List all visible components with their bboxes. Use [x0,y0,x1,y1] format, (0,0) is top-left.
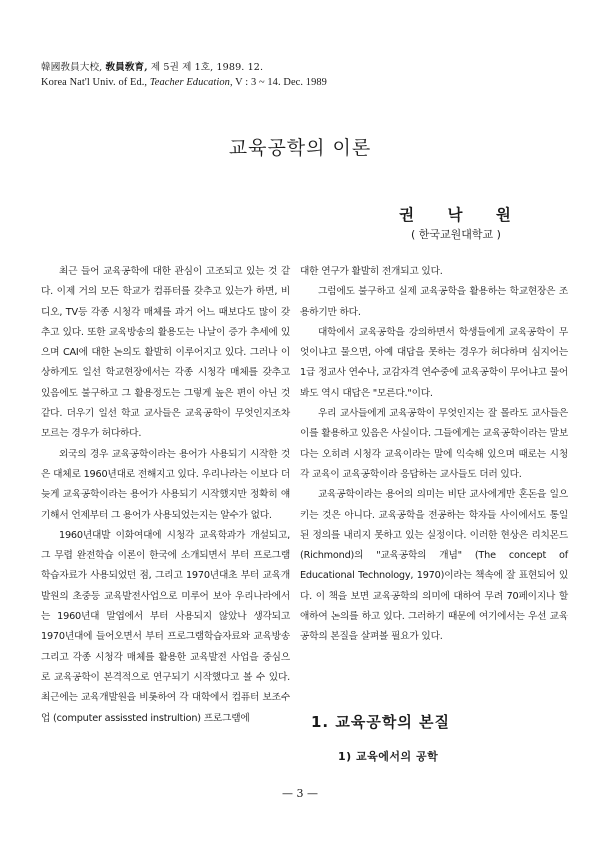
journal-header [41,60,561,90]
paragraph: 우리 교사들에게 교육공학이 무엇인지는 잘 몰라도 교사들은 이를 활용하고 있음은 사실이다. 그들에게는 교육공학이라는 말보다는 오히려 시청각 교육이라는 말에 익숙해 있으며 때로는 시청각 교육이 교육공학이라 응답하는 교사들도 더러 있다. [300,408,568,480]
journal-name-english: Teacher Education, [149,77,233,88]
paragraph: 대한 연구가 활발히 전개되고 있다. [300,266,443,277]
publisher-english: Korea Nat'l Univ. of Ed., [41,77,148,88]
author-affiliation: ( 한국교원대학교 ) [411,228,501,241]
paragraph: 교육공학이라는 용어의 의미는 비단 교사에게만 혼돈을 일으키는 것은 아니다. 교육공학을 전공하는 학자들 사이에서도 통일된 정의를 내리지 못하고 있는 실정이다. 이러한 현상은 리치몬드 (Richmond)의 "교육공학의 개념" (The concept of Educational Technology, 1970)이라는 책속에 잘 표현되어 있다. 이 책을 보면 교육공학의 의미에 대하여 무려 70페이지나 할애하여 논의를 하고 있다. 그러하기 때문에 여기에서는 우선 교육공학의 본질을 살펴볼 필요가 있다. [300,489,568,643]
paragraph: 외국의 경우 교육공학이라는 용어가 사용되기 시작한 것은 대체로 1960년대로 전해지고 있다. 우리나라는 이보다 더 늦게 교육공학이라는 용어가 사용되기 시작했지만 정확히 얘기해서 언제부터 그 용어가 사용되었는지는 알수가 없다. [41,448,290,521]
page-number: — 3 — [282,787,318,800]
paragraph: 최근 들어 교육공학에 대한 관심이 고조되고 있는 것 같다. 이제 거의 모든 학교가 컴퓨터를 갖추고 있는가 하면, 비디오, TV등 각종 시청각 매체를 과거 어느 때보다도 많이 갖추고 있다. 또한 교육방송의 활용도는 나날이 증가 추세에 있으며 CAI에 대한 논의도 활발히 이루어지고 있다. 그러나 이상하게도 일선 학교현장에서는 각종 시청각 매체를 갖추고 있음에도 불구하고 그 활용정도는 그렇게 높은 편이 아닌 것 같다. 더우기 일선 학교 교사들은 교육공학이 무엇인지조차 모르는 경우가 허다하다. [41,266,290,440]
journal-citation-korean [41,60,561,75]
volume-info-korean: 제 5권 제 1호, 1989. 12. [150,62,264,73]
author-name: 권 낙 원 [399,206,525,224]
journal-name-korean: 敎員敎育, [105,62,148,73]
paragraph: 1960년대발 이화여대에 시청각 교육학과가 개설되고, 그 무렵 완전학습 이론이 한국에 소개되면서 부터 프로그램학습자료가 사용되었던 점, 그리고 1970년대초 부터 교육개발원의 초중등 교육발전사업으로 미루어 보아 우리나라에서는 1960년대 말엽에서 부터 사용되지 않았나 생각되고 1970년대에 들어오면서 부터 프로그램학습자료와 교육방송 그리고 각종 시청각 매체를 활용한 교육발전 사업을 중심으로 교육공학이 본격적으로 연구되기 시작했다고 볼 수 있다. 최근에는 교육개발원을 비롯하여 각 대학에서 컴퓨터 보조수업 (computer assissted instrultion) 프로그램에 [41,529,290,724]
paper-title: 교육공학의 이론 [228,137,372,159]
subsection-heading: 1) 교육에서의 공학 [338,750,439,763]
journal-citation-english [41,75,561,90]
paragraph: 대학에서 교육공학을 강의하면서 학생들에게 교육공학이 무엇이냐고 물으면, 아예 대답을 못하는 경우가 허다하며 심지어는 1급 정교사 연수나, 교감자격 연수중에 교육공학이 무어냐고 물어봐도 역시 대답은 "모른다."이다. [300,326,568,399]
publisher-korean: 韓國敎員大校, [41,62,103,73]
section-heading: 1. 교육공학의 본질 [311,713,451,731]
left-column [41,262,290,729]
paragraph: 그럼에도 불구하고 실제 교육공학을 활용하는 학교현장은 조용하기만 하다. [300,286,568,318]
right-column [300,262,568,648]
volume-info-english: V : 3 ~ 14. Dec. 1989 [235,77,327,88]
